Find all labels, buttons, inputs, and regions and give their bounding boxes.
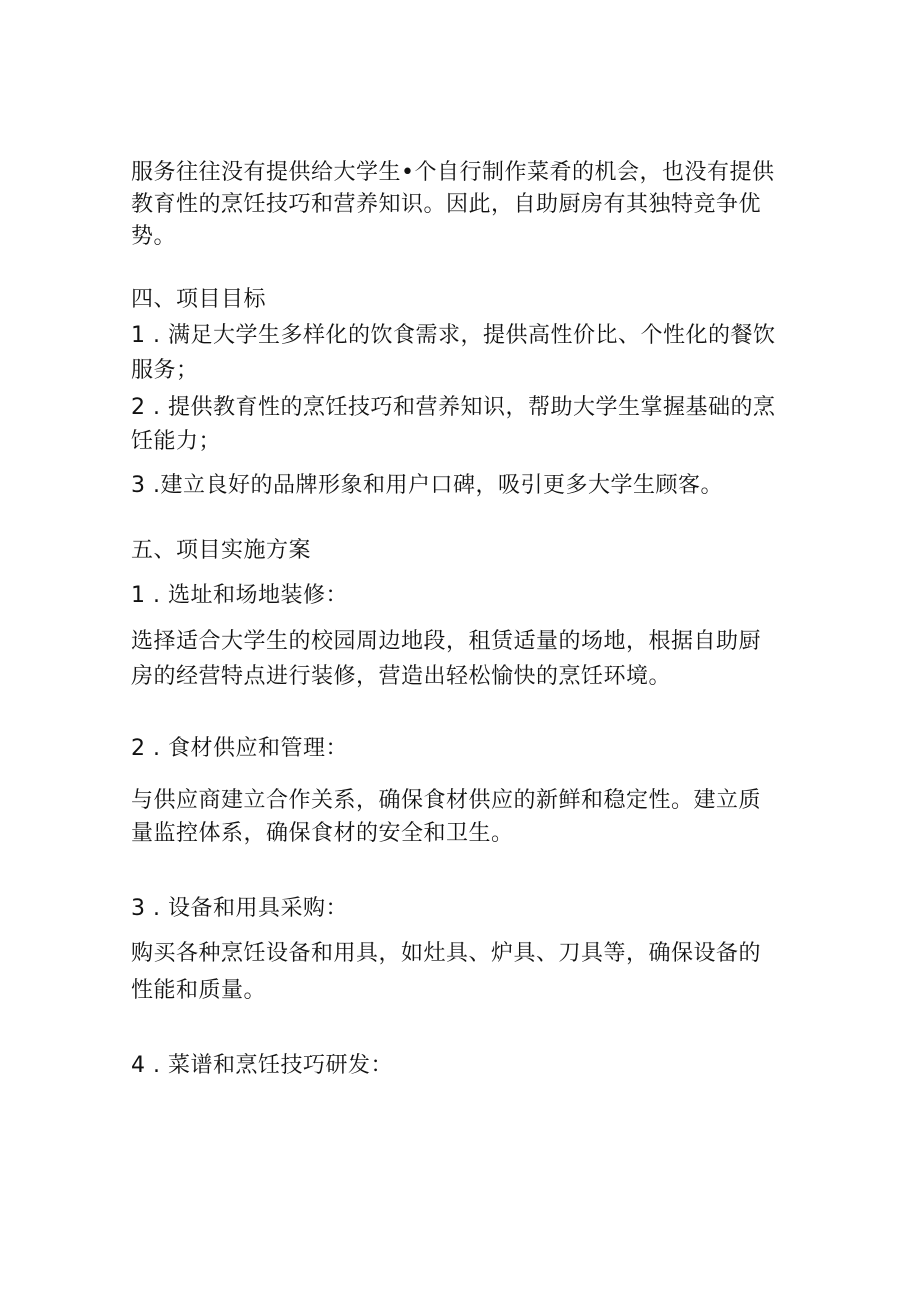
section4-item3-line1: 3 .建立良好的品牌形象和用户口碑，吸引更多大学生顾客。 — [131, 473, 723, 498]
section5-item1-title: 1 . 选址和场地装修： — [131, 583, 348, 608]
intro-line-3: 势。 — [131, 224, 177, 249]
section5-item3-body-2: 性能和质量。 — [131, 978, 267, 1003]
section4-item2-line2: 饪能力； — [131, 429, 222, 454]
section5-item2-body-2: 量监控体系，确保食材的安全和卫生。 — [131, 821, 514, 846]
section5-heading: 五、项目实施方案 — [131, 538, 312, 563]
section4-item1-line1: 1 . 满足大学生多样化的饮食需求，提供高性价比、个性化的餐饮 — [131, 323, 776, 348]
section4-heading: 四、项目目标 — [131, 287, 267, 312]
section5-item3-title: 3 . 设备和用具采购： — [131, 896, 348, 921]
section5-item2-title: 2 . 食材供应和管理： — [131, 736, 348, 761]
section5-item3-body-1: 购买各种烹饪设备和用具，如灶具、炉具、刀具等，确保设备的 — [131, 941, 762, 966]
section5-item2-body-1: 与供应商建立合作关系，确保食材供应的新鲜和稳定性。建立质 — [131, 788, 762, 813]
section5-item1-body-1: 选择适合大学生的校园周边地段，租赁适量的场地，根据自助厨 — [131, 629, 762, 654]
section4-item2-line1: 2 . 提供教育性的烹饪技巧和营养知识，帮助大学生掌握基础的烹 — [131, 395, 776, 420]
section5-item4-title: 4 . 菜谱和烹饪技巧研发： — [131, 1053, 393, 1078]
section4-item1-line2: 服务； — [131, 358, 199, 383]
intro-line-2: 教育性的烹饪技巧和营养知识。因此，自助厨房有其独特竞争优 — [131, 192, 762, 217]
section5-item1-body-2: 房的经营特点进行装修，营造出轻松愉快的烹饪环境。 — [131, 664, 672, 689]
intro-line-1: 服务往往没有提供给大学生•个自行制作菜肴的机会，也没有提供 — [131, 160, 775, 185]
